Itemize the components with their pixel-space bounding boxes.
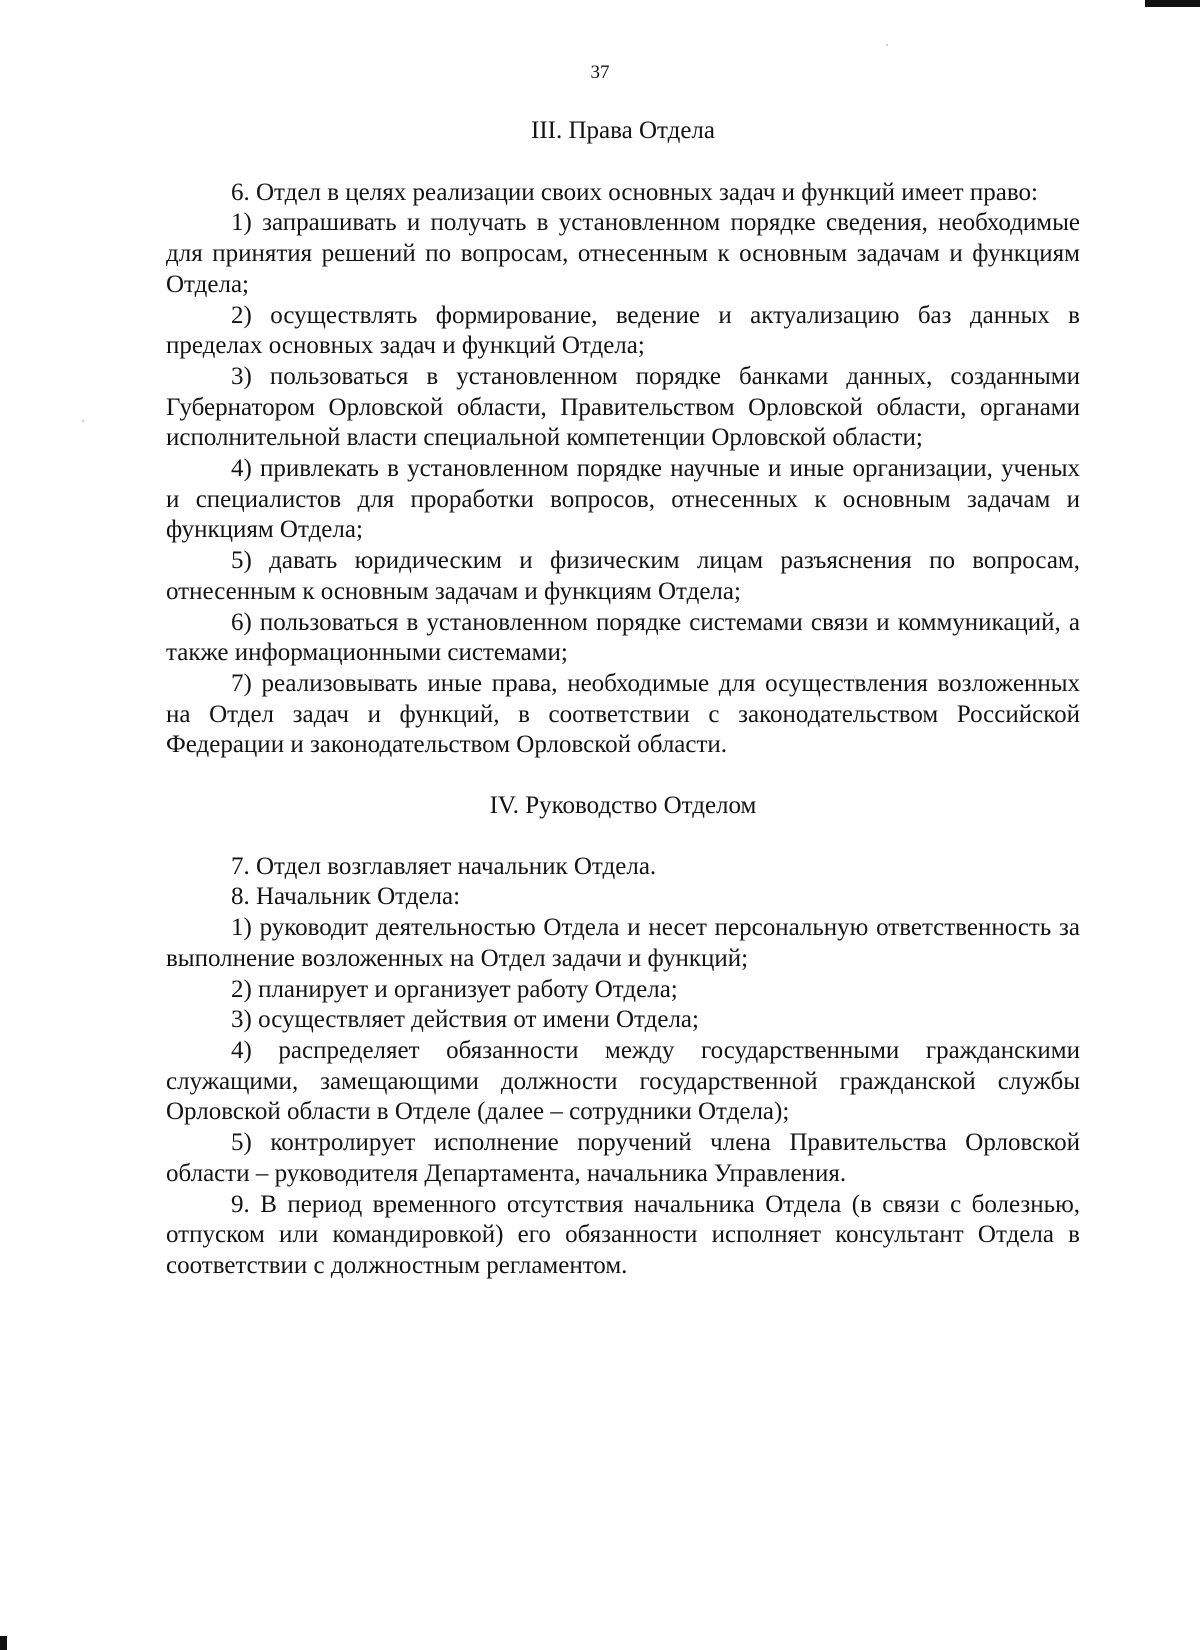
scan-speck <box>82 420 84 422</box>
paragraph: 1) руководит деятельностью Отдела и несет персональную ответственность за выполнение возложенных на Отдел задачи и функций; <box>166 914 1080 972</box>
document-body <box>166 116 1080 1282</box>
page-number: 37 <box>590 62 610 83</box>
paragraph: 3) пользоваться в установленном порядке банками данных, созданными Губернатором Орловской области, Правительством Орловской области, органами исполнительной власти специальной компетенции Орловской области; <box>166 362 1080 452</box>
paragraph: 2) планирует и организует работу Отдела; <box>231 975 678 1003</box>
paragraph: 5) контролирует исполнение поручений члена Правительства Орловской области – руководителя Департамента, начальника Управления. <box>166 1129 1080 1187</box>
paragraph: 2) осуществлять формирование, ведение и актуализацию баз данных в пределах основных задач и функций Отдела; <box>166 301 1080 360</box>
paragraph: 9. В период временного отсутствия начальника Отдела (в связи с болезнью, отпуском или командировкой) его обязанности исполняет консультант Отдела в соответствии с должностным регламентом. <box>166 1190 1080 1279</box>
scan-speck <box>886 44 888 46</box>
paragraph: 7. Отдел возглавляет начальник Отдела. <box>231 852 657 880</box>
paragraph: 6. Отдел в целях реализации своих основных задач и функций имеет право: <box>231 178 1038 206</box>
paragraph: 6) пользоваться в установленном порядке системами связи и коммуникаций, а также информационными системами; <box>166 608 1080 667</box>
paragraph: 7) реализовывать иные права, необходимые для осуществления возложенных на Отдел задач и функций, в соответствии с законодательством Российской Федерации и законодательством Орловской области. <box>166 669 1080 759</box>
section-heading: IV. Руководство Отделом <box>489 792 757 820</box>
paragraph: 4) привлекать в установленном порядке научные и иные организации, ученых и специалистов для проработки вопросов, отнесенных к основным задачам и функциям Отдела; <box>166 455 1080 544</box>
paragraph: 5) давать юридическим и физическим лицам разъяснения по вопросам, отнесенным к основным задачам и функциям Отдела; <box>166 547 1080 605</box>
paragraph: 1) запрашивать и получать в установленном порядке сведения, необходимые для принятия решений по вопросам, отнесенным к основным задачам и функциям Отдела; <box>166 209 1080 298</box>
scan-edge-mark <box>1145 0 1200 7</box>
paragraph: 8. Начальник Отдела: <box>231 883 461 911</box>
paragraph: 3) осуществляет действия от имени Отдела; <box>231 1006 699 1034</box>
section-heading: III. Права Отдела <box>531 117 715 144</box>
paragraph: 4) распределяет обязанности между государственными гражданскими служащими, замещающими должности государственной гражданской службы Орловской области в Отделе (далее – сотрудники Отдела); <box>166 1036 1080 1126</box>
scan-edge-mark <box>0 1636 7 1650</box>
